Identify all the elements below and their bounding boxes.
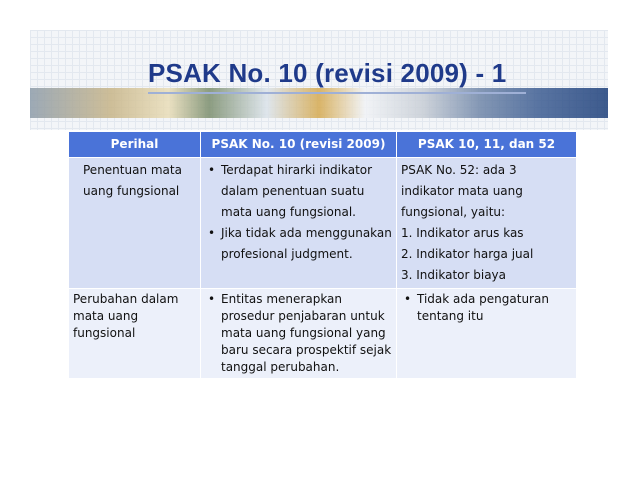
list-item: • Jika tidak ada menggunakan profesional judgment.	[205, 223, 392, 265]
bullet-list	[205, 160, 392, 265]
numbered-item: 2. Indikator harga jual	[401, 247, 534, 261]
cell-psak-lain	[397, 158, 577, 289]
cell-perihal: Perubahan dalam mata uang fungsional	[69, 289, 201, 379]
cell-psak10	[201, 289, 397, 379]
list-item: • Entitas menerapkan prosedur penjabaran untuk mata uang fungsional yang baru secara prospektif sejak tanggal perubahan.	[205, 291, 392, 376]
cell-perihal: Penentuan mata uang fungsional	[69, 158, 201, 289]
slide-title: PSAK No. 10 (revisi 2009) - 1	[148, 58, 507, 88]
text-line: indikator mata uang	[401, 184, 523, 198]
cell-psak10	[201, 158, 397, 289]
text-line: PSAK No. 52: ada 3	[401, 163, 517, 177]
header-perihal: Perihal	[69, 132, 201, 158]
list-item: • Tidak ada pengaturan tentang itu	[401, 291, 572, 325]
numbered-item: 3. Indikator biaya	[401, 268, 507, 282]
numbered-item: 1. Indikator arus kas	[401, 226, 524, 240]
comparison-table	[68, 131, 577, 379]
text-line: fungsional, yaitu:	[401, 205, 506, 219]
cell-psak-lain	[397, 289, 577, 379]
header-psak-10-11-52: PSAK 10, 11, dan 52	[397, 132, 577, 158]
table-header-row	[69, 132, 577, 158]
table-row	[69, 158, 577, 289]
title-underline	[148, 92, 526, 94]
table-row	[69, 289, 577, 379]
header-psak10-revisi: PSAK No. 10 (revisi 2009)	[201, 132, 397, 158]
bullet-list	[205, 291, 392, 376]
bullet-list	[401, 291, 572, 325]
list-item: • Terdapat hirarki indikator dalam penentuan suatu mata uang fungsional.	[205, 160, 392, 223]
